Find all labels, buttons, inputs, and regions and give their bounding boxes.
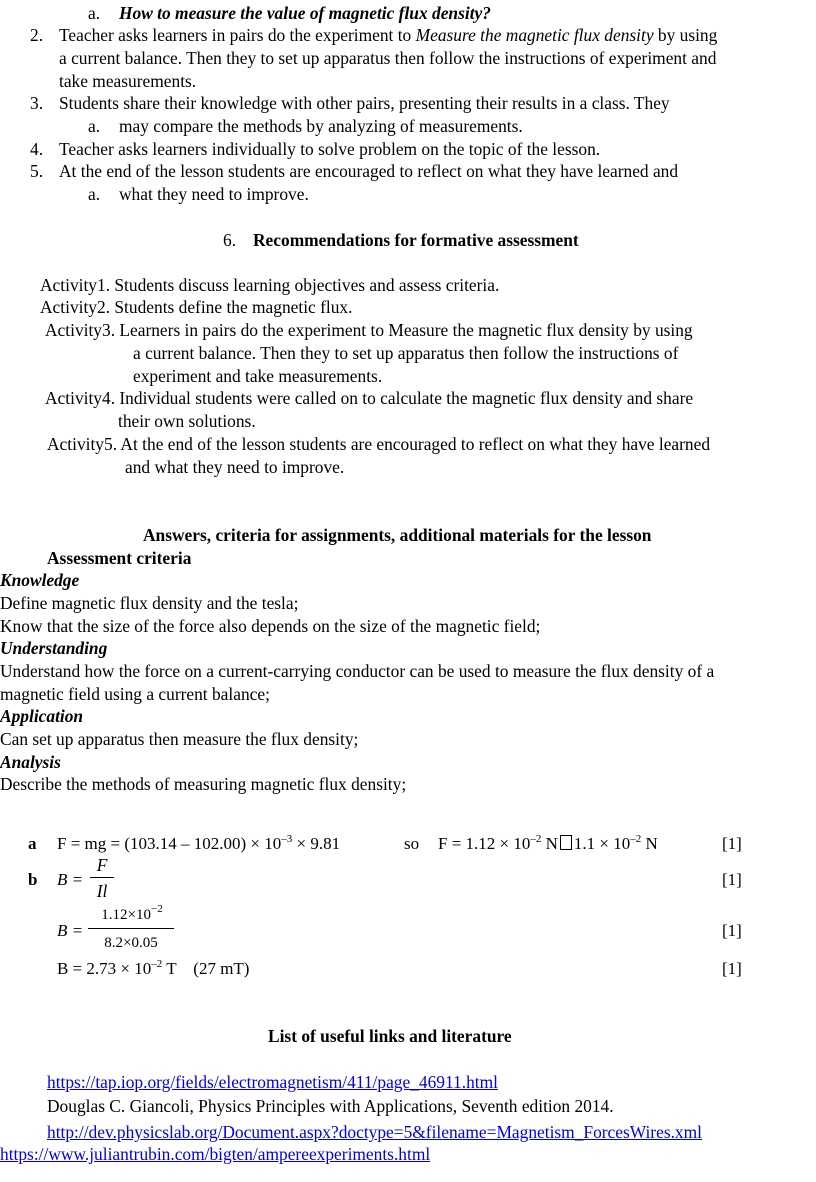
list-marker: a.: [88, 3, 101, 23]
list-marker: 4.: [30, 139, 44, 159]
fraction-numerator: F: [96, 855, 108, 875]
activity-3-line-2: a current balance. Then they to set up apparatus then follow the instructions of: [133, 343, 679, 363]
activity-2: Activity2. Students define the magnetic flux.: [40, 297, 353, 317]
analysis-item: Describe the methods of measuring magnetic flux density;: [0, 774, 407, 794]
step-5-text: At the end of the lesson students are encouraged to reflect on what they have learned and: [59, 161, 679, 181]
exponent: –2: [630, 833, 642, 845]
so-word: so: [404, 834, 420, 853]
step-2-line-3: take measurements.: [59, 71, 197, 91]
step-5-sub-text: what they need to improve.: [119, 184, 309, 204]
missing-glyph-box: [560, 835, 572, 850]
book-reference: Douglas C. Giancoli, Physics Principles with Applications, Seventh edition 2014.: [47, 1096, 614, 1116]
b-lhs: B =: [57, 870, 84, 889]
activity-4-line-2: their own solutions.: [118, 411, 256, 431]
equation-text: F = 1.12 × 10: [438, 834, 531, 853]
step-2-text: Teacher asks learners in pairs do the experiment to: [59, 25, 416, 45]
analysis-label: Analysis: [0, 752, 61, 772]
part-b-label: b: [28, 870, 38, 889]
step-2-line-2: a current balance. Then they to set up apparatus then follow the instructions of experiment and: [59, 48, 717, 68]
step-2-text-end: by using: [653, 25, 718, 45]
step-3-text: Students share their knowledge with other pairs, presenting their results in a class. They: [59, 93, 670, 113]
activity-1: Activity1. Students discuss learning objectives and assess criteria.: [40, 275, 500, 295]
equation-text: N: [541, 834, 558, 853]
step-3-sub-text: may compare the methods by analyzing of measurements.: [119, 116, 523, 136]
mark: [1]: [722, 959, 742, 978]
activity-4-line-1: Activity4. Individual students were called on to calculate the magnetic flux density and share: [45, 388, 694, 408]
knowledge-item: Know that the size of the force also depends on the size of the magnetic field;: [0, 616, 541, 636]
mark: [1]: [722, 870, 742, 889]
part-a-label: a: [28, 834, 37, 853]
equation-text: B = 2.73 × 10: [57, 959, 152, 978]
equation-text: × 9.81: [292, 834, 341, 853]
application-label: Application: [0, 706, 84, 726]
knowledge-item: Define magnetic flux density and the tesla;: [0, 593, 299, 613]
equation-text: 1.1 × 10: [573, 834, 631, 853]
application-item: Can set up apparatus then measure the flux density;: [0, 729, 359, 749]
activity-5-line-1: Activity5. At the end of the lesson students are encouraged to reflect on what they have learned: [47, 434, 711, 454]
fraction-bar: [88, 928, 174, 929]
activity-3-line-3: experiment and take measurements.: [133, 366, 383, 386]
exponent: –3: [281, 833, 293, 845]
exponent: –2: [530, 833, 542, 845]
step-2-italic: Measure the magnetic flux density: [415, 25, 654, 45]
list-marker: 3.: [30, 93, 44, 113]
exponent: −2: [151, 903, 163, 915]
list-marker: 2.: [30, 25, 44, 45]
exponent: –2: [151, 958, 163, 970]
list-marker: a.: [88, 116, 101, 136]
criteria-heading: Assessment criteria: [47, 548, 192, 568]
fraction-numerator: [88, 904, 176, 928]
equation-force-result: [438, 833, 658, 858]
list-marker: a.: [88, 184, 101, 204]
understanding-item: magnetic field using a current balance;: [0, 684, 270, 704]
links-heading: List of useful links and literature: [268, 1026, 512, 1046]
step-2-line-1: [59, 24, 717, 47]
fraction-denominator: 8.2×0.05: [104, 935, 158, 951]
final-result: [57, 958, 249, 983]
fraction-text: 1.12×10: [101, 907, 151, 923]
activity-5-line-2: and what they need to improve.: [125, 457, 345, 477]
recommendations-heading: Recommendations for formative assessment: [253, 230, 579, 250]
equation-text: N: [641, 834, 658, 853]
section-number: 6.: [223, 230, 237, 250]
knowledge-label: Knowledge: [0, 570, 80, 590]
answers-heading: Answers, criteria for assignments, additional materials for the lesson: [143, 525, 652, 545]
c-lhs: B =: [57, 921, 84, 940]
activity-3-line-1: Activity3. Learners in pairs do the experiment to Measure the magnetic flux density by using: [45, 320, 693, 340]
equation-text: F = mg = (103.14 – 102.00) × 10: [57, 834, 282, 853]
step-4-text: Teacher asks learners individually to solve problem on the topic of the lesson.: [59, 139, 601, 159]
mark: [1]: [722, 834, 742, 853]
equation-text: T (27 mT): [162, 959, 250, 978]
mark: [1]: [722, 921, 742, 940]
understanding-item: Understand how the force on a current-carrying conductor can be used to measure the flux density of a: [0, 661, 715, 681]
fraction-denominator: Il: [96, 881, 108, 901]
fraction-bar: [90, 877, 114, 878]
question-heading: How to measure the value of magnetic flux density?: [119, 3, 491, 23]
list-marker: 5.: [30, 161, 44, 181]
link-physicslab[interactable]: http://dev.physicslab.org/Document.aspx?doctype=5&filename=Magnetism_ForcesWires.xml: [47, 1122, 702, 1142]
understanding-label: Understanding: [0, 638, 108, 658]
link-juliantrubin[interactable]: https://www.juliantrubin.com/bigten/ampereexperiments.html: [0, 1144, 431, 1164]
link-tap-iop[interactable]: https://tap.iop.org/fields/electromagnetism/411/page_46911.html: [47, 1072, 498, 1092]
